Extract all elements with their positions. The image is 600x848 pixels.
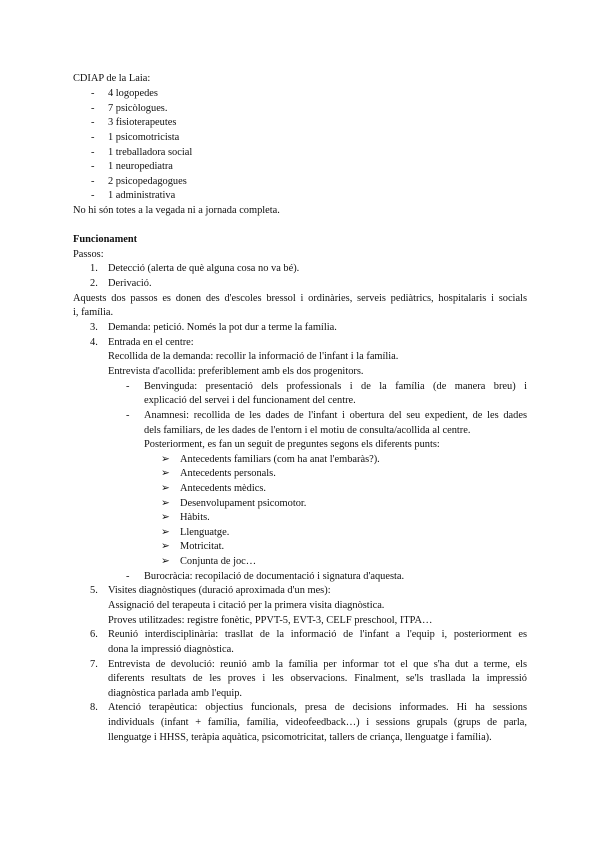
- staff-note: No hi són totes a la vegada ni a jornada completa.: [73, 205, 280, 216]
- step-5-detail: Proves utilitzades: registre fonètic, PPVT-5, EVT-3, CELF preschool, ITPA…: [108, 615, 433, 626]
- dash-marker: -: [126, 381, 130, 392]
- benvinguda: Benvinguda: presentació dels professionals i de la família (de manera breu) i: [144, 381, 527, 392]
- arrow-bullet-icon: ➢: [161, 527, 170, 538]
- point-item: Llenguatge.: [180, 527, 230, 538]
- dash-marker: -: [91, 190, 95, 201]
- point-item: Conjunta de joc…: [180, 556, 257, 567]
- staff-item: 1 treballadora social: [108, 147, 193, 158]
- point-item: Antecedents personals.: [180, 468, 276, 479]
- step-5-detail: Assignació del terapeuta i citació per la primera visita diagnòstica.: [108, 600, 385, 611]
- point-item: Hàbits.: [180, 512, 210, 523]
- arrow-bullet-icon: ➢: [161, 454, 170, 465]
- arrow-bullet-icon: ➢: [161, 468, 170, 479]
- arrow-bullet-icon: ➢: [161, 512, 170, 523]
- dash-marker: -: [126, 410, 130, 421]
- step-8: llenguatge i HHSS, teràpia aquàtica, psicomotricitat, tallers de criança, llenguatge i família).: [108, 732, 492, 743]
- section-title: Funcionament: [73, 234, 138, 245]
- step-7: diferents resultats de les proves i les observacions. Finalment, se'ls trasllada la impressió: [108, 673, 527, 684]
- passos-label: Passos:: [73, 249, 104, 260]
- step-8: Atenció terapèutica: objectius funcionals, presa de decisions informades. Hi ha sessions: [108, 702, 527, 713]
- step-4-detail: Entrevista d'acollida: preferiblement amb els dos progenitors.: [108, 366, 364, 377]
- staff-item: 4 logopedes: [108, 88, 158, 99]
- anamnesi: Posteriorment, es fan un seguit de preguntes segons els diferents punts:: [144, 439, 440, 450]
- dash-marker: -: [91, 132, 95, 143]
- anamnesi: Anamnesi: recollida de les dades de l'infant i obertura del seu expedient, de les dades: [144, 410, 527, 421]
- anamnesi: dels familiars, de les dades de l'entorn i el motiu de consulta/acollida al centre.: [144, 425, 471, 436]
- dash-marker: -: [91, 147, 95, 158]
- point-item: Desenvolupament psicomotor.: [180, 498, 307, 509]
- derivation-note: i, família.: [73, 307, 114, 318]
- point-item: Motricitat.: [180, 541, 225, 552]
- dash-marker: -: [91, 88, 95, 99]
- staff-item: 3 fisioterapeutes: [108, 117, 177, 128]
- step-number: 2.: [90, 278, 98, 289]
- step-6: dona la impressió diagnòstica.: [108, 644, 234, 655]
- step-1: Detecció (alerta de què alguna cosa no va bé).: [108, 263, 300, 274]
- step-number: 3.: [90, 322, 98, 333]
- arrow-bullet-icon: ➢: [161, 541, 170, 552]
- step-2: Derivació.: [108, 278, 152, 289]
- step-8: individuals (infant + família, família, videofeedback…) i sessions grupals (grups de parla,: [108, 717, 527, 728]
- arrow-bullet-icon: ➢: [161, 498, 170, 509]
- staff-title: CDIAP de la Laia:: [73, 73, 151, 84]
- dash-marker: -: [126, 571, 130, 582]
- dash-marker: -: [91, 103, 95, 114]
- step-6: Reunió interdisciplinària: trasllat de la informació de l'infant a l'equip i, posteriorment es: [108, 629, 527, 640]
- dash-marker: -: [91, 161, 95, 172]
- step-number: 8.: [90, 702, 98, 713]
- step-4-detail: Recollida de la demanda: recollir la informació de l'infant i la família.: [108, 351, 399, 362]
- point-item: Antecedents mèdics.: [180, 483, 266, 494]
- burocracia: Burocràcia: recopilació de documentació i signatura d'aquesta.: [144, 571, 405, 582]
- step-number: 7.: [90, 659, 98, 670]
- benvinguda: explicació del servei i del funcionament del centre.: [144, 395, 356, 406]
- arrow-bullet-icon: ➢: [161, 556, 170, 567]
- step-number: 5.: [90, 585, 98, 596]
- staff-item: 7 psicòlogues.: [108, 103, 168, 114]
- step-number: 4.: [90, 337, 98, 348]
- step-7: Entrevista de devolució: reunió amb la família per informar tot el que s'ha dut a terme, els: [108, 659, 527, 670]
- dash-marker: -: [91, 176, 95, 187]
- step-5: Visites diagnòstiques (duració aproximada d'un mes):: [108, 585, 331, 596]
- staff-item: 1 administrativa: [108, 190, 176, 201]
- step-4: Entrada en el centre:: [108, 337, 194, 348]
- step-3: Demanda: petició. Només la pot dur a terme la família.: [108, 322, 337, 333]
- step-number: 1.: [90, 263, 98, 274]
- point-item: Antecedents familiars (com ha anat l'embaràs?).: [180, 454, 380, 465]
- dash-marker: -: [91, 117, 95, 128]
- staff-item: 1 psicomotricista: [108, 132, 180, 143]
- staff-item: 2 psicopedagogues: [108, 176, 187, 187]
- step-7: diagnòstica parlada amb l'equip.: [108, 688, 243, 699]
- staff-item: 1 neuropediatra: [108, 161, 173, 172]
- arrow-bullet-icon: ➢: [161, 483, 170, 494]
- derivation-note: Aquests dos passos es donen des d'escoles bressol i ordinàries, serveis pediàtrics, hospitalaris i socials: [73, 293, 527, 304]
- step-number: 6.: [90, 629, 98, 640]
